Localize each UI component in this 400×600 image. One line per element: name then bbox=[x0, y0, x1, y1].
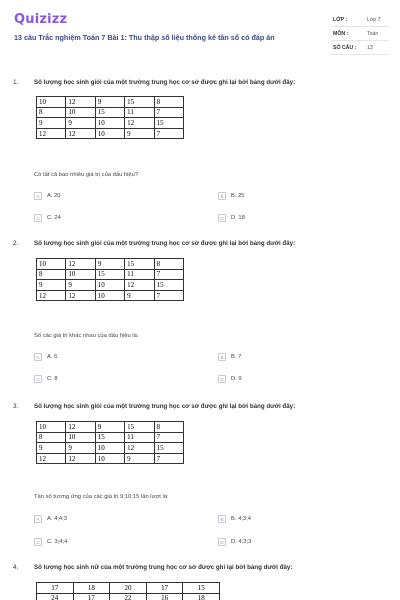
table-cell: 10 bbox=[66, 107, 95, 118]
table-cell: 15 bbox=[183, 583, 220, 594]
table-cell: 15 bbox=[125, 259, 154, 270]
table-cell: 17 bbox=[37, 583, 74, 594]
table-row bbox=[37, 97, 184, 108]
option-letter-box[interactable]: A bbox=[34, 192, 42, 200]
table-cell: 16 bbox=[146, 593, 183, 600]
table-cell: 20 bbox=[110, 583, 147, 594]
table-cell: 15 bbox=[154, 280, 183, 291]
table-cell: 24 bbox=[37, 593, 74, 600]
option-letter-box[interactable]: D bbox=[218, 214, 226, 222]
table-cell: 12 bbox=[66, 259, 95, 270]
question-number: 4. bbox=[13, 564, 19, 571]
question-number: 3. bbox=[13, 403, 19, 410]
table-cell: 7 bbox=[154, 269, 183, 280]
option-letter-box[interactable]: C bbox=[34, 538, 42, 546]
option-letter-box[interactable]: D bbox=[218, 375, 226, 383]
table-cell: 8 bbox=[154, 259, 183, 270]
meta-row-count bbox=[331, 41, 389, 55]
option-text: B. 4;3;4 bbox=[231, 516, 251, 522]
table-cell: 12 bbox=[66, 97, 95, 108]
table-cell: 7 bbox=[154, 453, 183, 464]
table-cell: 22 bbox=[110, 593, 147, 600]
option-text: C. 24 bbox=[47, 215, 61, 221]
table-row bbox=[37, 583, 220, 594]
page-header bbox=[0, 0, 400, 66]
table-row bbox=[37, 107, 184, 118]
table-cell: 9 bbox=[125, 128, 154, 139]
table-cell: 7 bbox=[154, 290, 183, 301]
table-row bbox=[37, 453, 184, 464]
option-text: C. 8 bbox=[47, 376, 58, 382]
table-cell: 17 bbox=[146, 583, 183, 594]
question-number: 2. bbox=[13, 240, 19, 247]
table-row bbox=[37, 269, 184, 280]
table-cell: 9 bbox=[95, 259, 124, 270]
table-cell: 9 bbox=[37, 280, 66, 291]
table-row bbox=[37, 432, 184, 443]
table-cell: 10 bbox=[95, 280, 124, 291]
page-title: 13 câu Trắc nghiệm Toán 7 Bài 1: Thu thập số liệu thống kê tần số có đáp án bbox=[14, 33, 275, 42]
question-prompt: Có tất cả bao nhiêu giá trị của dấu hiệu? bbox=[34, 172, 139, 178]
table-cell: 17 bbox=[73, 593, 110, 600]
option-text: B. 25 bbox=[231, 193, 245, 199]
data-table bbox=[36, 421, 184, 464]
table-cell: 15 bbox=[125, 422, 154, 433]
table-cell: 11 bbox=[125, 432, 154, 443]
table-cell: 10 bbox=[37, 259, 66, 270]
table-cell: 11 bbox=[125, 107, 154, 118]
table-row bbox=[37, 280, 184, 291]
table-row bbox=[37, 593, 220, 600]
table-cell: 10 bbox=[66, 432, 95, 443]
option-text: D. 9 bbox=[231, 376, 242, 382]
option-letter-box[interactable]: C bbox=[34, 375, 42, 383]
meta-value: Toán bbox=[367, 31, 379, 37]
table-cell: 15 bbox=[154, 118, 183, 129]
table-cell: 9 bbox=[95, 422, 124, 433]
table-cell: 12 bbox=[66, 422, 95, 433]
table-cell: 12 bbox=[37, 128, 66, 139]
option-text: D. 4;3;3 bbox=[231, 539, 252, 545]
table-cell: 18 bbox=[183, 593, 220, 600]
table-cell: 8 bbox=[154, 97, 183, 108]
meta-row-class bbox=[331, 13, 389, 27]
table-cell: 9 bbox=[95, 97, 124, 108]
table-row bbox=[37, 259, 184, 270]
table-cell: 7 bbox=[154, 107, 183, 118]
table-row bbox=[37, 443, 184, 454]
table-cell: 12 bbox=[66, 128, 95, 139]
option-text: C. 3;4;4 bbox=[47, 539, 68, 545]
table-cell: 7 bbox=[154, 128, 183, 139]
meta-key: LỚP : bbox=[333, 17, 348, 23]
option-text: A. 4;4;3 bbox=[47, 516, 67, 522]
table-cell: 8 bbox=[37, 432, 66, 443]
table-cell: 11 bbox=[125, 269, 154, 280]
table-cell: 10 bbox=[95, 128, 124, 139]
table-cell: 10 bbox=[95, 290, 124, 301]
table-row bbox=[37, 128, 184, 139]
table-cell: 10 bbox=[66, 269, 95, 280]
data-table bbox=[36, 96, 184, 139]
table-cell: 9 bbox=[66, 280, 95, 291]
table-cell: 7 bbox=[154, 432, 183, 443]
table-cell: 9 bbox=[125, 290, 154, 301]
table-cell: 9 bbox=[66, 443, 95, 454]
option-text: A. 6 bbox=[47, 354, 58, 360]
table-cell: 9 bbox=[37, 118, 66, 129]
table-row bbox=[37, 290, 184, 301]
meta-value: Lớp 7 bbox=[367, 17, 381, 23]
table-row bbox=[37, 422, 184, 433]
question-text: Số lượng học sinh giỏi của một trường trung học cơ sở được ghi lại bởi bảng dưới đây: bbox=[34, 240, 296, 247]
table-cell: 15 bbox=[154, 443, 183, 454]
meta-value: 13 bbox=[367, 45, 373, 51]
table-cell: 15 bbox=[95, 107, 124, 118]
table-cell: 12 bbox=[66, 290, 95, 301]
table-row bbox=[37, 118, 184, 129]
question-number: 1. bbox=[13, 79, 19, 86]
table-cell: 8 bbox=[154, 422, 183, 433]
option-text: A. 20 bbox=[47, 193, 61, 199]
meta-row-subject bbox=[331, 27, 389, 41]
table-cell: 10 bbox=[95, 453, 124, 464]
table-cell: 15 bbox=[95, 269, 124, 280]
table-cell: 9 bbox=[66, 118, 95, 129]
option-letter-box[interactable]: A bbox=[34, 353, 42, 361]
meta-info bbox=[331, 13, 389, 55]
data-table bbox=[36, 258, 184, 301]
table-cell: 10 bbox=[95, 443, 124, 454]
table-cell: 12 bbox=[37, 290, 66, 301]
table-cell: 12 bbox=[37, 453, 66, 464]
table-cell: 10 bbox=[95, 118, 124, 129]
table-cell: 18 bbox=[73, 583, 110, 594]
table-cell: 15 bbox=[125, 97, 154, 108]
meta-key: MÔN : bbox=[333, 31, 349, 37]
table-cell: 8 bbox=[37, 107, 66, 118]
option-text: D. 18 bbox=[231, 215, 245, 221]
question-text: Số lượng học sinh giỏi của một trường trung học cơ sở được ghi lại bởi bảng dưới đây: bbox=[34, 79, 296, 86]
question-text: Số lượng học sinh nữ của một trường trung học cơ sở được ghi lại bởi bảng dưới đây: bbox=[34, 564, 293, 571]
option-letter-box[interactable]: A bbox=[34, 515, 42, 523]
table-cell: 12 bbox=[125, 443, 154, 454]
table-cell: 9 bbox=[125, 453, 154, 464]
table-cell: 15 bbox=[95, 432, 124, 443]
option-letter-box[interactable]: B bbox=[218, 353, 226, 361]
table-cell: 8 bbox=[37, 269, 66, 280]
quizizz-logo: Quizizz bbox=[14, 12, 68, 27]
table-cell: 10 bbox=[37, 422, 66, 433]
question-prompt: Số các giá trị khác nhau của dấu hiệu là: bbox=[34, 333, 139, 339]
option-letter-box[interactable]: D bbox=[218, 538, 226, 546]
option-letter-box[interactable]: B bbox=[218, 192, 226, 200]
table-cell: 9 bbox=[37, 443, 66, 454]
table-cell: 12 bbox=[66, 453, 95, 464]
table-cell: 12 bbox=[125, 280, 154, 291]
table-cell: 12 bbox=[125, 118, 154, 129]
question-prompt: Tần số tương ứng của các giá trị 9;10;15 lần lượt là: bbox=[34, 494, 169, 500]
table-cell: 10 bbox=[37, 97, 66, 108]
meta-key: SỐ CÂU : bbox=[333, 45, 357, 51]
question-text: Số lượng học sinh giỏi của một trường trung học cơ sở được ghi lại bởi bảng dưới đây: bbox=[34, 403, 296, 410]
option-letter-box[interactable]: C bbox=[34, 214, 42, 222]
data-table bbox=[36, 582, 220, 600]
option-letter-box[interactable]: B bbox=[218, 515, 226, 523]
option-text: B. 7 bbox=[231, 354, 242, 360]
